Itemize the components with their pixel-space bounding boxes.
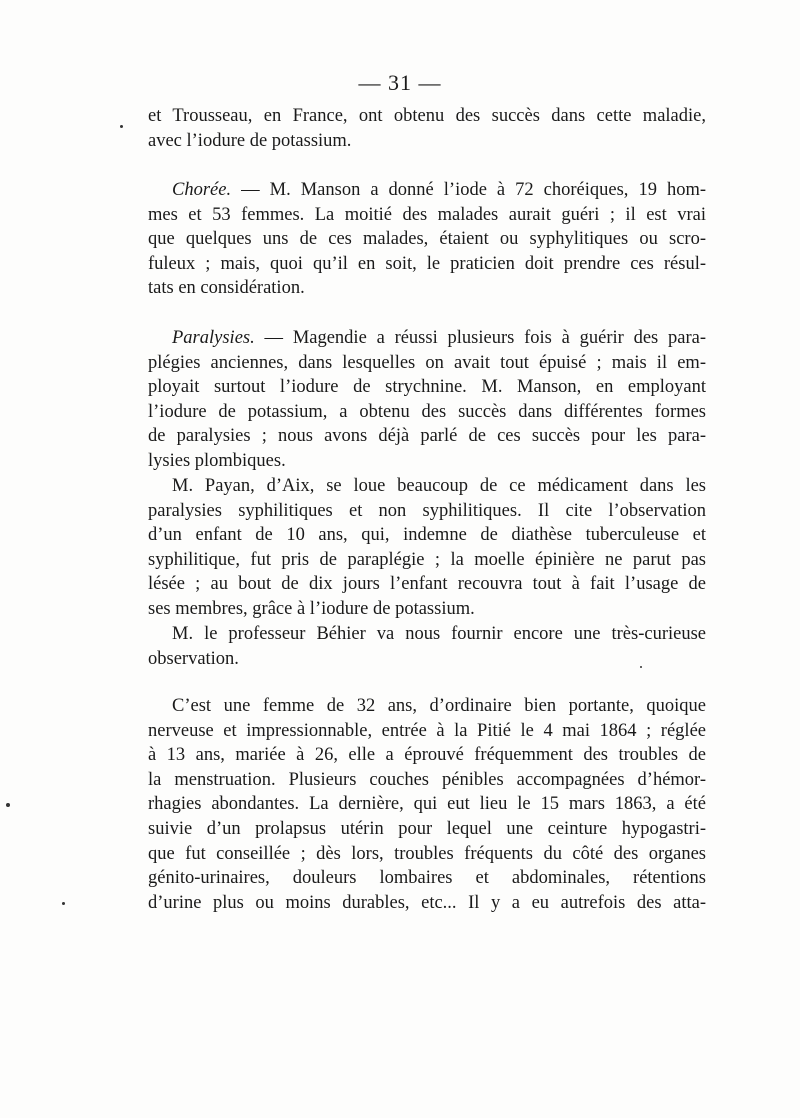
- text-line: la menstruation. Plusieurs couches pénibles accompagnées d’hémor-: [148, 769, 706, 790]
- text-line: syphilitique, fut pris de paraplégie ; la moelle épinière ne parut pas: [148, 549, 706, 570]
- text-line: plégies anciennes, dans lesquelles on avait tout épuisé ; mais il em-: [148, 352, 706, 373]
- text-line: paralysies syphilitiques et non syphilitiques. Il cite l’observation: [148, 500, 706, 521]
- text-line-content: — M. Manson a donné l’iode à 72 choréiques, 19 hom-: [241, 180, 707, 200]
- text-line: l’iodure de potassium, a obtenu des succès dans différentes formes: [148, 401, 706, 422]
- text-line: avec l’iodure de potassium.: [148, 130, 352, 151]
- text-line: fuleux ; mais, quoi qu’il en soit, le praticien doit prendre ces résul-: [148, 253, 706, 274]
- text-line: génito-urinaires, douleurs lombaires et abdominales, rétentions: [148, 868, 706, 889]
- text-line: suivie d’un prolapsus utérin pour lequel une ceinture hypogastri-: [148, 818, 706, 839]
- text-line-content: — Magendie a réussi plusieurs fois à guérir des para-: [264, 328, 707, 348]
- text-line: M. le professeur Béhier va nous fournir encore une très-curieuse: [172, 624, 706, 644]
- text-line: que quelques uns de ces malades, étaient ou syphylitiques ou scro-: [148, 229, 706, 250]
- text-line: ses membres, grâce à l’iodure de potassium.: [148, 598, 475, 619]
- scan-speck: [120, 125, 123, 128]
- text-line: à 13 ans, mariée à 26, elle a éprouvé fréquemment des troubles de: [148, 745, 706, 766]
- text-line: et Trousseau, en France, ont obtenu des succès dans cette maladie,: [148, 106, 706, 126]
- paragraph-payan: [148, 474, 706, 622]
- text-line: [148, 326, 706, 351]
- text-line: C’est une femme de 32 ans, d’ordinaire bien portante, quoique: [172, 696, 706, 716]
- text-line: [148, 178, 706, 203]
- paragraph-behier: [148, 622, 706, 671]
- text-line: que fut conseillée ; dès lors, troubles fréquents du côté des organes: [148, 843, 706, 864]
- scan-speck: [62, 902, 65, 905]
- text-line: lysies plombiques.: [148, 450, 286, 471]
- text-line: nerveuse et impressionnable, entrée à la Pitié le 4 mai 1864 ; réglée: [148, 720, 706, 741]
- section-heading-choree: Chorée.: [172, 180, 232, 200]
- text-line: mes et 53 femmes. La moitié des malades aurait guéri ; il est vrai: [148, 204, 706, 225]
- text-line: ployait surtout l’iodure de strychnine. M. Manson, en employant: [148, 377, 706, 398]
- scan-speck: [6, 803, 10, 807]
- scan-speck: [640, 666, 642, 668]
- paragraph-choree: [148, 178, 706, 301]
- text-line: tats en considération.: [148, 278, 305, 299]
- text-line: de paralysies ; nous avons déjà parlé de ces succès pour les para-: [148, 426, 706, 447]
- text-line: d’urine plus ou moins durables, etc... Il y a eu autrefois des atta-: [148, 892, 706, 913]
- paragraph-continuation: [148, 104, 706, 153]
- paragraph-observation: [148, 694, 706, 915]
- page-number: — 31 —: [358, 70, 442, 95]
- text-line: lésée ; au bout de dix jours l’enfant recouvra tout à fait l’usage de: [148, 574, 706, 595]
- text-line: M. Payan, d’Aix, se loue beaucoup de ce médicament dans les: [172, 476, 706, 496]
- text-line: rhagies abondantes. La dernière, qui eut lieu le 15 mars 1863, a été: [148, 794, 706, 815]
- paragraph-paralysies: [148, 326, 706, 474]
- text-line: d’un enfant de 10 ans, qui, indemne de diathèse tuberculeuse et: [148, 525, 706, 546]
- section-heading-paralysies: Paralysies.: [172, 328, 255, 348]
- text-line: observation.: [148, 648, 239, 669]
